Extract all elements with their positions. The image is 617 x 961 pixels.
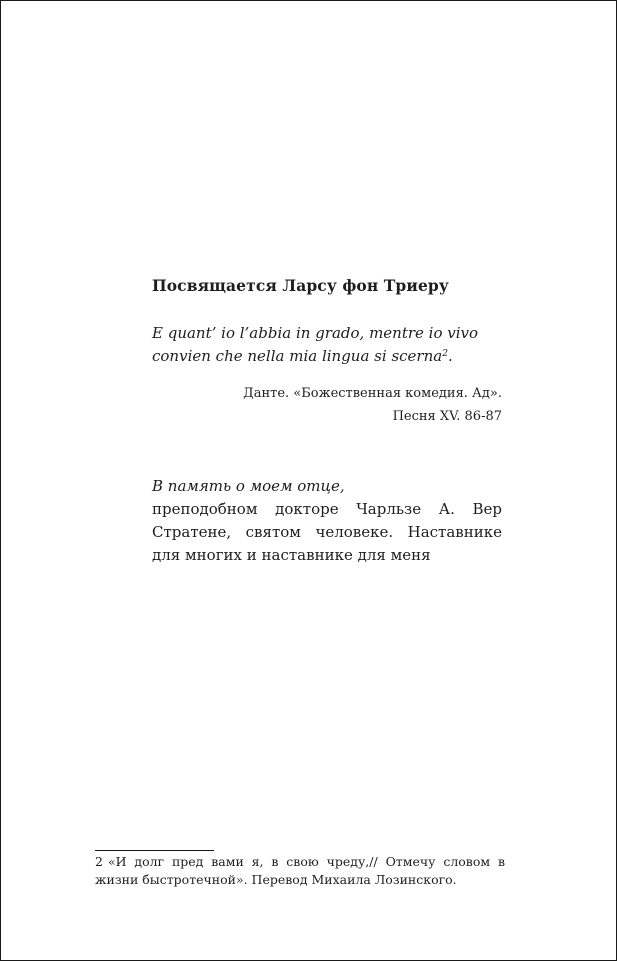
footnote-text: «И долг пред вами я, в свою чреду,// Отмечу словом в жизни быстротечной». Перевод Михаила Лозинского. <box>95 854 505 887</box>
epigraph-attribution <box>152 382 502 428</box>
footnote-divider <box>95 850 214 851</box>
footnote <box>95 853 505 889</box>
epigraph-line-2-text: convien che nella mia lingua si scerna <box>152 346 443 365</box>
attribution-line-2: Песня XV. 86-87 <box>392 409 502 424</box>
footnote-number: 2 <box>95 854 103 869</box>
attribution-line-1: Данте. «Божественная комедия. Ад». <box>243 386 502 401</box>
footnote-reference: 2 <box>442 348 448 359</box>
epigraph-period: . <box>447 346 453 365</box>
epigraph-line-2 <box>152 345 512 368</box>
epigraph <box>152 322 512 367</box>
memorial-dedication <box>152 475 502 567</box>
epigraph-line-1: E quant’ io l’abbia in grado, mentre io vivo <box>152 324 479 342</box>
memorial-intro: В память о моем отце, <box>152 477 345 495</box>
dedication-title: Посвящается Ларсу фон Триеру <box>152 276 449 295</box>
memorial-text: преподобном докторе Чарльзе А. Вер Стратене, святом человеке. Наставнике для многих и наставнике для меня <box>152 500 502 564</box>
